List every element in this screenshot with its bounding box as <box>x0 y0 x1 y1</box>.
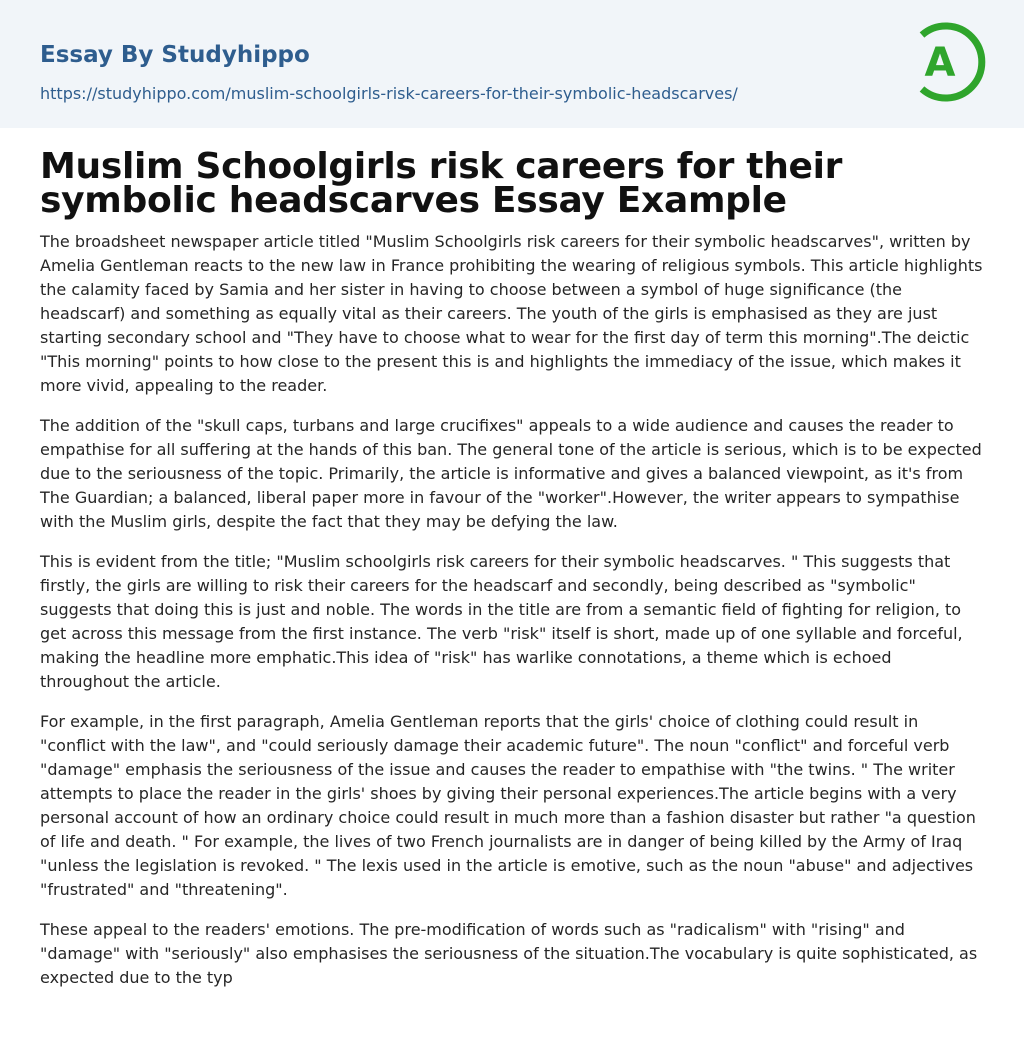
logo-letter: A <box>924 40 956 86</box>
article-paragraph: This is evident from the title; "Muslim schoolgirls risk careers for their symbolic headscarves. " This suggests that firstly, the girls are willing to risk their careers for the headscarf and secondly, being described as "symbolic" suggests that doing this is just and noble. The words in the title are from a semantic field of fighting for religion, to get across this message from the first instance. The verb "risk" itself is short, made up of one syllable and forceful, making the headline more emphatic.This idea of "risk" has warlike connotations, a theme which is echoed throughout the article. <box>40 552 963 691</box>
article-paragraph: The addition of the "skull caps, turbans and large crucifixes" appeals to a wide audience and causes the reader to empathise for all suffering at the hands of this ban. The general tone of the article is serious, which is to be expected due to the seriousness of the topic. Primarily, the article is informative and gives a balanced viewpoint, as it's from The Guardian; a balanced, liberal paper more in favour of the "worker".However, the writer appears to sympathise with the Muslim girls, despite the fact that they may be defying the law. <box>40 416 982 531</box>
grade-a-logo-icon[interactable] <box>909 17 989 107</box>
article-content <box>40 146 984 1006</box>
site-header <box>0 0 1024 128</box>
article-paragraph: For example, in the first paragraph, Amelia Gentleman reports that the girls' choice of clothing could result in "conflict with the law", and "could seriously damage their academic future". The noun "conflict" and forceful verb "damage" emphasis the seriousness of the issue and causes the reader to empathise with "the twins. " The writer attempts to place the reader in the girls' shoes by giving their personal experiences.The article begins with a very personal account of how an ordinary choice could result in much more than a fashion disaster but rather "a question of life and death. " For example, the lives of two French journalists are in danger of being killed by the Army of Iraq "unless the legislation is revoked. " The lexis used in the article is emotive, such as the noun "abuse" and adjectives "frustrated" and "threatening". <box>40 712 976 899</box>
article-body <box>40 230 984 990</box>
article-title: Muslim Schoolgirls risk careers for their symbolic headscarves Essay Example <box>40 146 843 221</box>
site-brand-title[interactable]: Essay By Studyhippo <box>40 42 310 68</box>
article-url-link[interactable]: https://studyhippo.com/muslim-schoolgirls-risk-careers-for-their-symbolic-headscarves/ <box>40 84 738 103</box>
article-paragraph: These appeal to the readers' emotions. The pre-modification of words such as "radicalism" with "rising" and "damage" with "seriously" also emphasises the seriousness of the situation.The vocabulary is quite sophisticated, as expected due to the typ <box>40 920 978 987</box>
article-paragraph: The broadsheet newspaper article titled "Muslim Schoolgirls risk careers for their symbolic headscarves", written by Amelia Gentleman reacts to the new law in France prohibiting the wearing of religious symbols. This article highlights the calamity faced by Samia and her sister in having to choose between a symbol of huge significance (the headscarf) and something as equally vital as their careers. The youth of the girls is emphasised as they are just starting secondary school and "They have to choose what to wear for the first day of term this morning".The deictic "This morning" points to how close to the present this is and highlights the immediacy of the issue, which makes it more vivid, appealing to the reader. <box>40 232 983 395</box>
